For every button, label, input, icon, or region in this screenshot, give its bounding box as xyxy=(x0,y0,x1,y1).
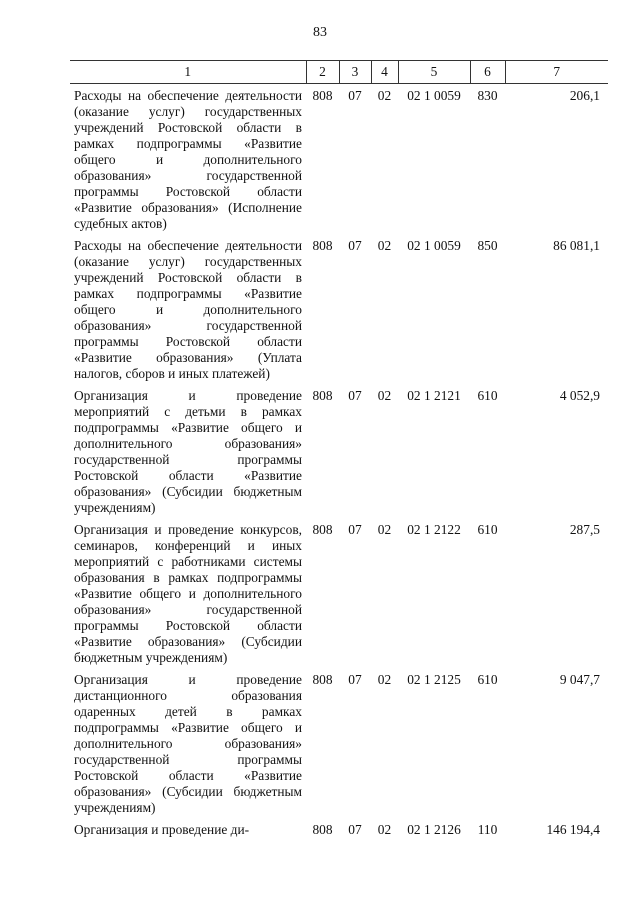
column-header-4: 4 xyxy=(371,61,398,84)
amount: 4 052,9 xyxy=(559,388,600,403)
section-code: 07 xyxy=(348,388,362,403)
expense-description: Организация и проведение мероприятий с детьми в рамках подпрограммы «Развитие общего и дополнительного образования» государственной программы Ростовской области «Развитие образования» (Субсидии бюджетным учреждениям) xyxy=(74,388,302,515)
amount: 287,5 xyxy=(569,522,600,537)
expense-description: Организация и проведение дистанционного образования одаренных детей в рамках подпрограммы «Развитие общего и дополнительного образования» государственной программы Ростовской области «Развитие образования» (Субсидии бюджетным учреждениям) xyxy=(74,672,302,815)
expense-type-code: 610 xyxy=(477,522,498,537)
subsection-code: 02 xyxy=(377,672,392,687)
target-article-code: 02 1 2125 xyxy=(407,672,461,687)
amount: 146 194,4 xyxy=(546,822,600,837)
subsection-code: 02 xyxy=(377,88,392,103)
amount: 86 081,1 xyxy=(553,238,600,253)
subsection-code: 02 xyxy=(377,238,392,253)
expense-type-code: 110 xyxy=(477,822,498,837)
section-code: 07 xyxy=(348,672,362,687)
table-header-row xyxy=(70,61,608,84)
expense-type-code: 830 xyxy=(477,88,498,103)
column-header-3: 3 xyxy=(339,61,371,84)
section-code: 07 xyxy=(348,238,362,253)
ministry-code: 808 xyxy=(312,522,333,537)
table-row xyxy=(70,232,608,382)
expense-description: Расходы на обеспечение деятельности (оказание услуг) государственных учреждений Ростовской области в рамках подпрограммы «Развитие общего и дополнительного образования» государственной программы Ростовской области «Развитие образования» (Исполнение судебных актов) xyxy=(74,88,302,231)
target-article-code: 02 1 0059 xyxy=(407,238,461,253)
target-article-code: 02 1 2122 xyxy=(407,522,461,537)
expense-description: Расходы на обеспечение деятельности (оказание услуг) государственных учреждений Ростовской области в рамках подпрограммы «Развитие общего и дополнительного образования» государственной программы Ростовской области «Развитие образования» (Уплата налогов, сборов и иных платежей) xyxy=(74,238,302,381)
column-header-1: 1 xyxy=(70,61,306,84)
section-code: 07 xyxy=(348,88,362,103)
ministry-code: 808 xyxy=(312,822,333,837)
table-row xyxy=(70,816,608,838)
table-row xyxy=(70,516,608,666)
expense-description: Организация и проведение ди- xyxy=(74,822,250,837)
section-code: 07 xyxy=(348,822,362,837)
target-article-code: 02 1 2121 xyxy=(407,388,461,403)
subsection-code: 02 xyxy=(377,522,392,537)
column-header-7: 7 xyxy=(505,61,608,84)
subsection-code: 02 xyxy=(377,388,392,403)
expense-type-code: 610 xyxy=(477,672,498,687)
expense-description: Организация и проведение конкурсов, семинаров, конференций и иных мероприятий с работниками системы образования в рамках подпрограммы «Развитие общего и дополнительного образования» государственной программы Ростовской области «Развитие образования» (Субсидии бюджетным учреждениям) xyxy=(74,522,302,665)
column-header-6: 6 xyxy=(470,61,505,84)
table-row xyxy=(70,84,608,233)
amount: 9 047,7 xyxy=(559,672,600,687)
ministry-code: 808 xyxy=(312,238,333,253)
expense-type-code: 850 xyxy=(477,238,498,253)
column-header-5: 5 xyxy=(398,61,470,84)
table-row xyxy=(70,382,608,516)
target-article-code: 02 1 2126 xyxy=(407,822,461,837)
column-header-2: 2 xyxy=(306,61,339,84)
ministry-code: 808 xyxy=(312,388,333,403)
section-code: 07 xyxy=(348,522,362,537)
expense-type-code: 610 xyxy=(477,388,498,403)
page-number: 83 xyxy=(313,25,327,40)
ministry-code: 808 xyxy=(312,88,333,103)
ministry-code: 808 xyxy=(312,672,333,687)
subsection-code: 02 xyxy=(377,822,392,837)
amount: 206,1 xyxy=(569,88,600,103)
target-article-code: 02 1 0059 xyxy=(407,88,461,103)
table-row xyxy=(70,666,608,816)
budget-table xyxy=(70,60,608,838)
